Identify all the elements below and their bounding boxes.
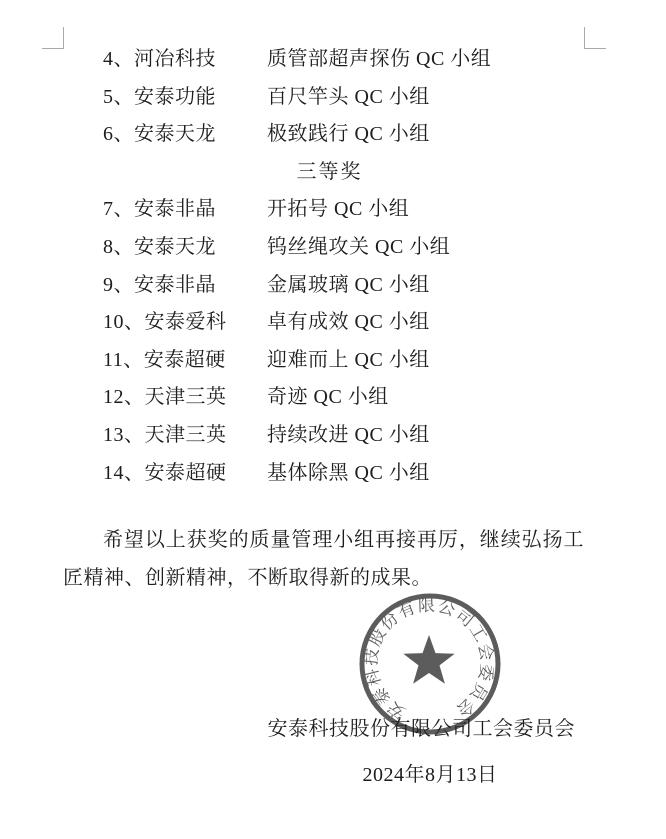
award-index-company: 14、安泰超硬 — [103, 461, 227, 484]
award-index-company: 11、安泰超硬 — [103, 348, 226, 371]
award-group-name: 极致践行 QC 小组 — [267, 123, 430, 146]
award-group-name: 开拓号 QC 小组 — [267, 198, 410, 221]
closing-paragraph: 希望以上获奖的质量管理小组再接再厉，继续弘扬工匠精神、创新精神，不断取得新的成果。 — [63, 529, 584, 589]
award-row — [63, 229, 584, 267]
award-group-name: 金属玻璃 QC 小组 — [267, 273, 430, 296]
award-row — [63, 41, 584, 79]
award-row — [63, 191, 584, 229]
margin-mark-top-right — [584, 27, 606, 49]
award-index-company: 6、安泰天龙 — [103, 123, 216, 146]
award-row — [63, 267, 584, 305]
award-group-name: 持续改进 QC 小组 — [267, 423, 430, 446]
award-row — [63, 342, 584, 380]
award-row — [63, 79, 584, 117]
margin-mark-top-left — [42, 27, 64, 49]
award-index-company: 4、河冶科技 — [103, 48, 216, 70]
star-icon — [403, 635, 454, 684]
award-row — [63, 379, 584, 417]
award-group-name: 百尺竿头 QC 小组 — [267, 85, 430, 108]
award-index-company: 7、安泰非晶 — [103, 198, 216, 221]
award-index-company: 9、安泰非晶 — [103, 273, 216, 296]
award-row — [63, 304, 584, 342]
seal-text: 安泰科技股份有限公司工会委员会 — [361, 595, 497, 723]
third-prize-heading: 三等奖 — [296, 160, 363, 183]
award-index-company: 12、天津三英 — [103, 386, 227, 409]
signature-line: 安泰科技股份有限公司工会委员会 — [267, 718, 575, 740]
award-group-name: 基体除黑 QC 小组 — [267, 461, 430, 484]
award-row — [63, 417, 584, 455]
date-line: 2024年8月13日 — [362, 764, 498, 786]
award-index-company: 13、天津三英 — [103, 423, 227, 446]
award-index-company: 8、安泰天龙 — [103, 235, 216, 258]
awards-list — [63, 41, 584, 492]
award-group-name: 奇迹 QC 小组 — [267, 386, 389, 409]
award-group-name: 卓有成效 QC 小组 — [267, 311, 430, 334]
award-group-name: 质管部超声探伤 QC 小组 — [267, 48, 492, 70]
award-row — [63, 455, 584, 493]
award-index-company: 5、安泰功能 — [103, 85, 216, 108]
award-group-name: 迎难而上 QC 小组 — [267, 348, 430, 371]
award-row — [63, 116, 584, 154]
award-index-company: 10、安泰爱科 — [103, 311, 227, 334]
award-group-name: 钨丝绳攻关 QC 小组 — [267, 235, 451, 258]
